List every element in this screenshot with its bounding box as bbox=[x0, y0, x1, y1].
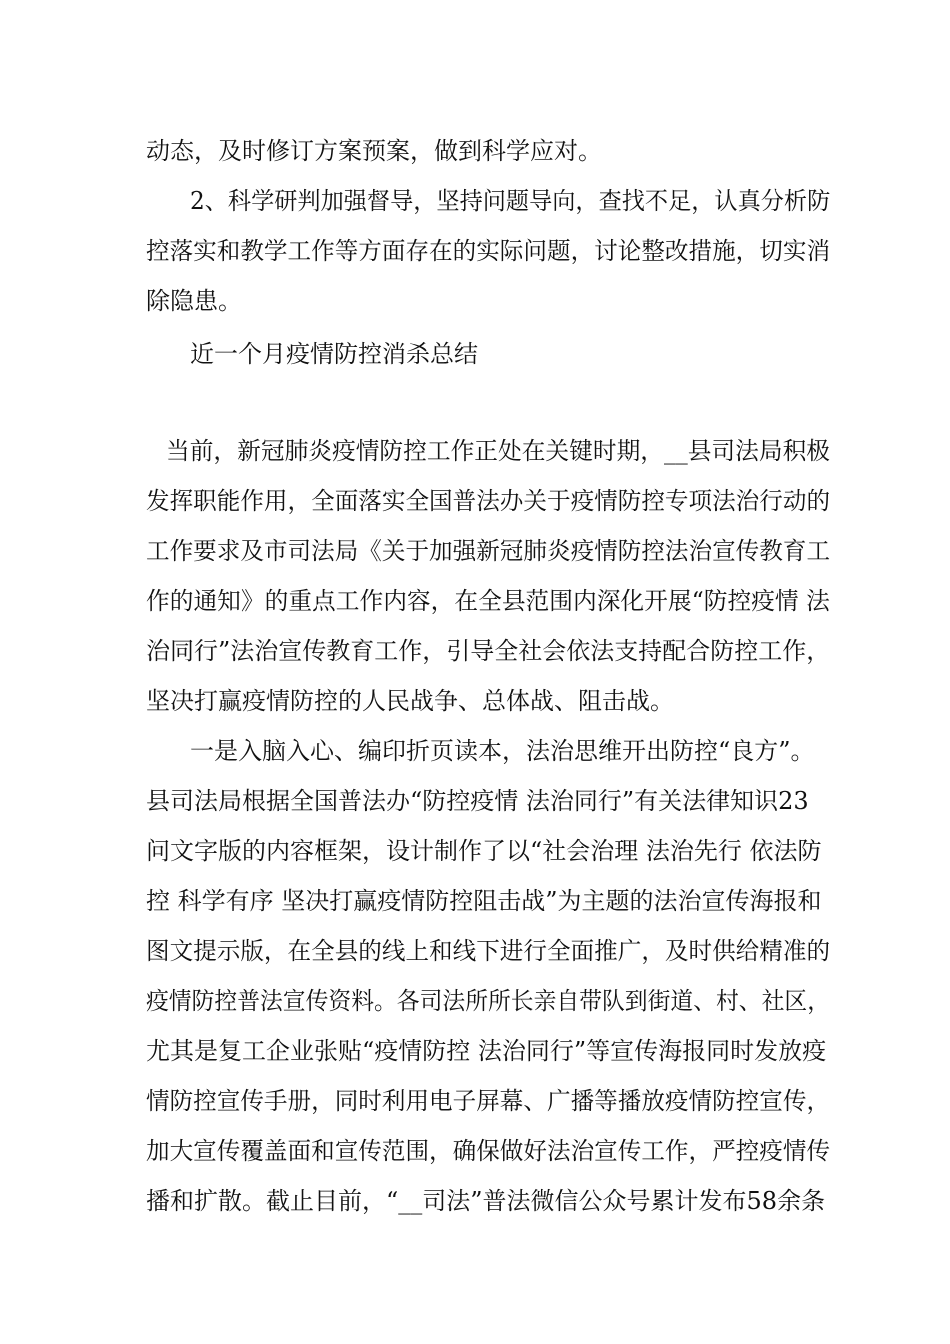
text-line: 2、科学研判加强督导，坚持问题导向，查找不足，认真分析防 bbox=[190, 187, 831, 215]
text-line: 动态，及时修订方案预案，做到科学应对。 bbox=[146, 137, 602, 165]
text-line: 工作要求及市司法局《关于加强新冠肺炎疫情防控法治宣传教育工 bbox=[146, 537, 831, 565]
text-line: 播和扩散。截止目前，“__司法”普法微信公众号累计发布58余条 bbox=[146, 1187, 826, 1215]
text-line: 图文提示版，在全县的线上和线下进行全面推广，及时供给精准的 bbox=[146, 937, 831, 965]
text-line: 疫情防控普法宣传资料。各司法所所长亲自带队到街道、村、社区， bbox=[146, 987, 830, 1015]
text-line: 一是入脑入心、编印折页读本，法治思维开出防控“良方”。 bbox=[190, 737, 815, 765]
text-line: 治同行”法治宣传教育工作，引导全社会依法支持配合防控工作， bbox=[146, 637, 831, 665]
text-line: 情防控宣传手册，同时利用电子屏幕、广播等播放疫情防控宣传， bbox=[146, 1087, 831, 1115]
text-line: 坚决打赢疫情防控的人民战争、总体战、阻击战。 bbox=[146, 687, 674, 715]
section-heading: 近一个月疫情防控消杀总结 bbox=[190, 340, 478, 368]
text-line: 发挥职能作用，全面落实全国普法办关于疫情防控专项法治行动的 bbox=[146, 487, 831, 515]
text-line: 除隐患。 bbox=[146, 287, 242, 315]
text-line: 当前，新冠肺炎疫情防控工作正处在关键时期，__县司法局积极 bbox=[166, 437, 831, 465]
text-line: 加大宣传覆盖面和宣传范围，确保做好法治宣传工作，严控疫情传 bbox=[146, 1137, 831, 1165]
text-line: 控落实和教学工作等方面存在的实际问题，讨论整改措施，切实消 bbox=[146, 237, 831, 265]
text-line: 县司法局根据全国普法办“防控疫情 法治同行”有关法律知识23 bbox=[146, 787, 809, 815]
text-line: 控 科学有序 坚决打赢疫情防控阻击战”为主题的法治宣传海报和 bbox=[146, 887, 822, 915]
text-line: 尤其是复工企业张贴“疫情防控 法治同行”等宣传海报同时发放疫 bbox=[146, 1037, 827, 1065]
text-line: 问文字版的内容框架，设计制作了以“社会治理 法治先行 依法防 bbox=[146, 837, 822, 865]
text-line: 作的通知》的重点工作内容，在全县范围内深化开展“防控疫情 法 bbox=[146, 587, 830, 615]
